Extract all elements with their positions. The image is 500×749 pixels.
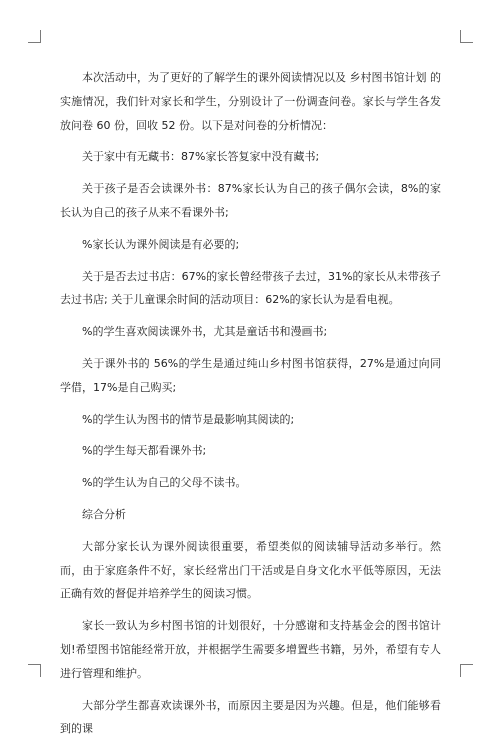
- paragraph-home-books: 关于家中有无藏书：87%家长答复家中没有藏书;: [82, 150, 320, 164]
- paragraph-parents: %的学生认为自己的父母不读书。: [82, 476, 247, 490]
- crop-mark-bottom-right: [460, 664, 473, 677]
- section-heading: 综合分析: [82, 507, 126, 521]
- document-body: [60, 66, 441, 749]
- paragraph-child-reading: 关于孩子是否会读课外书：87%家长认为自己的孩子偶尔会读，8%的家长认为自己的孩子从来不看课外书;: [60, 182, 441, 219]
- paragraph-reading-necessary: %家长认为课外阅读是有必要的;: [82, 237, 240, 251]
- paragraph-daily: %的学生每天都看课外书;: [82, 444, 207, 458]
- paragraph-analysis-2: 家长一致认为乡村图书馆的计划很好，十分感谢和支持基金会的图书馆计划!希望图书馆能经常开放，并根据学生需要多增置些书籍，另外，希望有专人进行管理和维护。: [60, 619, 441, 680]
- paragraph-intro: 本次活动中，为了更好的了解学生的课外阅读情况以及 乡村图书馆计划 的实施情况，我们针对家长和学生，分别设计了一份调查问卷。家长与学生各发放问卷 60 份，回收 52 份。以下是对问卷的分析情况：: [60, 71, 441, 132]
- paragraph-bookstore: 关于是否去过书店：67%的家长曾经带孩子去过，31%的家长从未带孩子去过书店; 关于儿童课余时间的活动项目：62%的家长认为是看电视。: [60, 269, 441, 307]
- crop-mark-top-left: [28, 30, 41, 43]
- paragraph-students-like: %的学生喜欢阅读课外书，尤其是童话书和漫画书;: [82, 325, 328, 339]
- paragraph-analysis-3: 大部分学生都喜欢读课外书，而原因主要是因为兴趣。但是，他们能够看到的课: [60, 698, 441, 736]
- crop-mark-top-right: [460, 30, 473, 43]
- paragraph-analysis-1: 大部分家长认为课外阅读很重要，希望类似的阅读辅导活动多举行。然而，由于家庭条件不好，家长经常出门干活或是自身文化水平低等原因，无法正确有效的督促并培养学生的阅读习惯。: [60, 539, 441, 601]
- crop-mark-bottom-left: [28, 664, 41, 677]
- paragraph-book-source: 关于课外书的 56%的学生是通过纯山乡村图书馆获得，27%是通过向同学借，17%是自己购买;: [60, 356, 441, 394]
- paragraph-plot: %的学生认为图书的情节是最影响其阅读的;: [82, 412, 295, 426]
